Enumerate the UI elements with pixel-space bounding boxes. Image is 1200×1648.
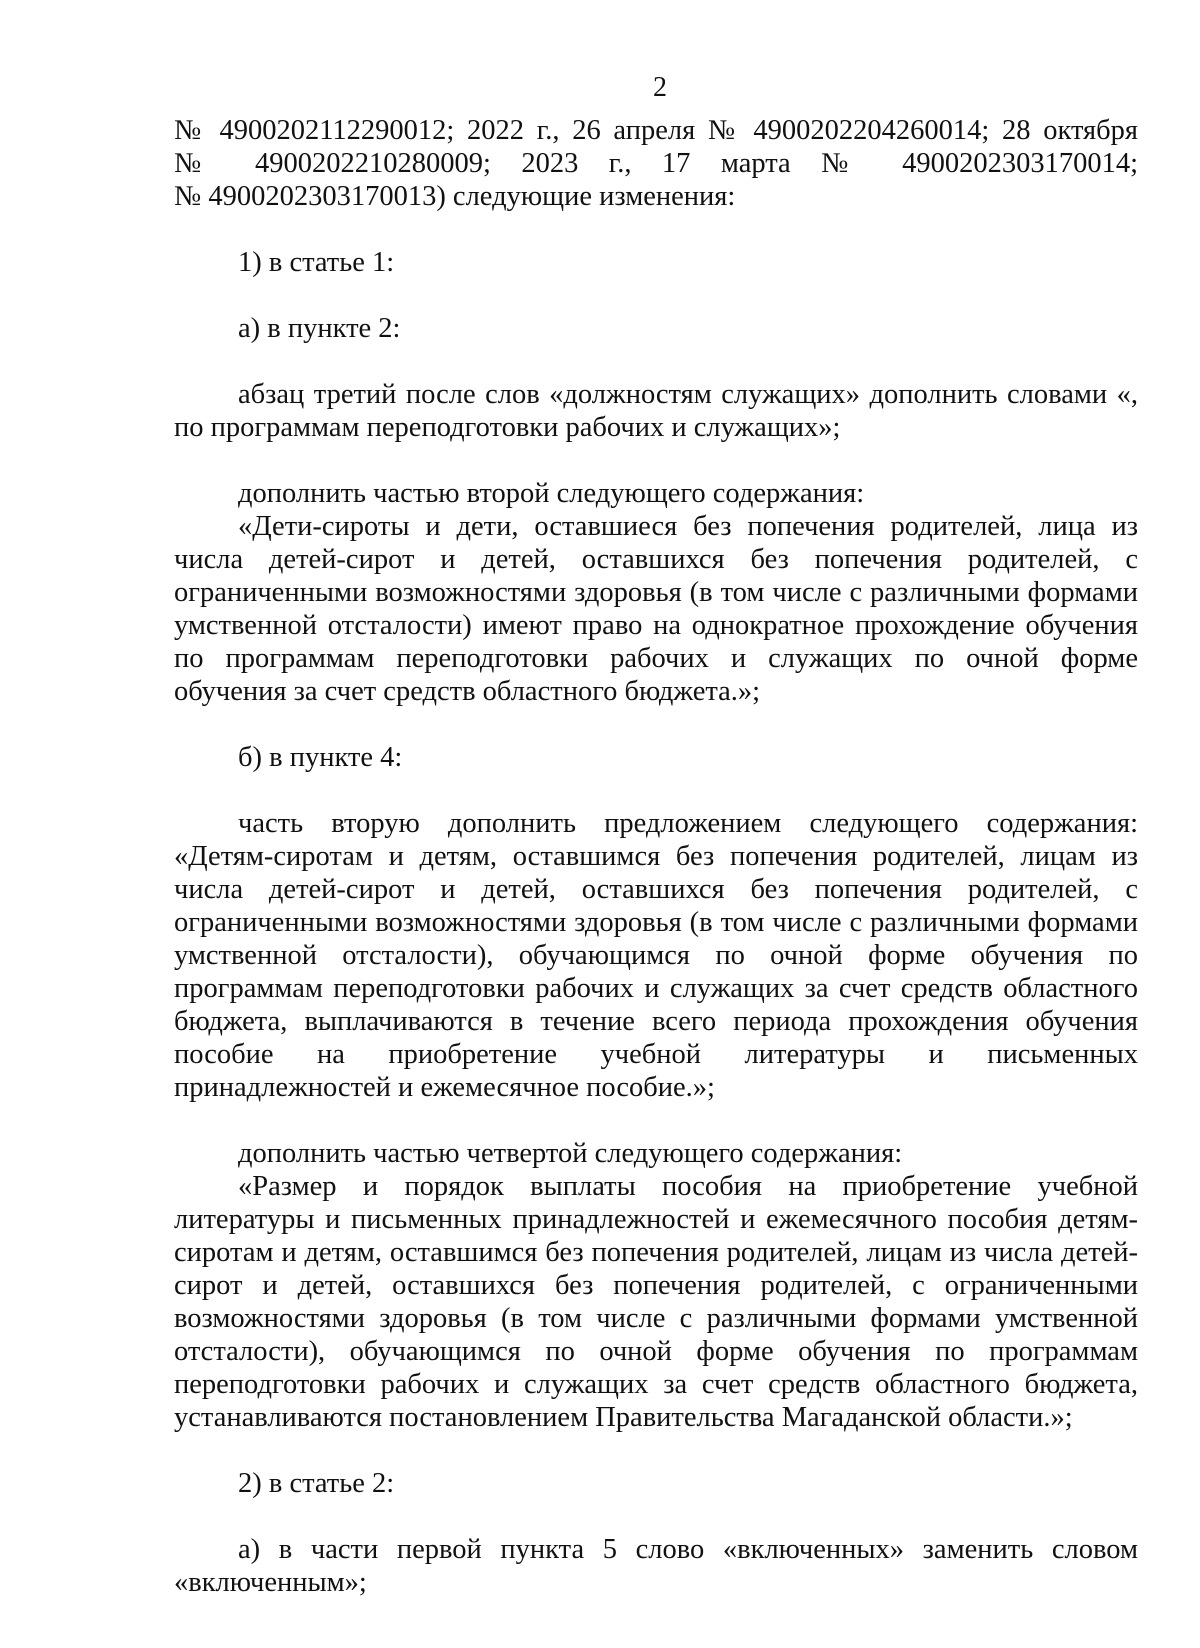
paragraph-item-5-amendment: а) в части первой пункта 5 слово «включенных» заменить словом «включенным»; bbox=[174, 1534, 1138, 1598]
paragraph-quote-part-two: «Дети-сироты и дети, оставшиеся без попечения родителей, лица из числа детей-сирот и детей, оставшихся без попечения родителей, с ограниченными возможностями здоровья (в том числе с различными формами умственной отсталости) имеют право на однократное прохождение обучения по программам переподготовки рабочих и служащих по очной форме обучения за счет средств областного бюджета.»; bbox=[174, 511, 1138, 707]
paragraph-article-1: 1) в статье 1: bbox=[238, 247, 395, 278]
paragraph-add-part-two: дополнить частью второй следующего содержания: bbox=[238, 478, 865, 509]
paragraph-registration-numbers bbox=[174, 114, 1138, 213]
text-line: № 4900202112290012; 2022 г., 26 апреля № 4900202204260014; 28 октября bbox=[174, 115, 1138, 146]
document-body bbox=[174, 114, 1138, 1599]
paragraph-quote-part-four: «Размер и порядок выплаты пособия на приобретение учебной литературы и письменных принадлежностей и ежемесячного пособия детям-сиротам и детям, оставшимся без попечения родителей, лицам из числа детей-сирот и детей, оставшихся без попечения родителей, с ограниченными возможностями здоровья (в том числе с различными формами умственной отсталости), обучающимся по очной форме обучения по программам переподготовки рабочих и служащих за счет средств областного бюджета, устанавливаются постановлением Правительства Магаданской области.»; bbox=[174, 1171, 1138, 1433]
paragraph-article-2: 2) в статье 2: bbox=[238, 1468, 395, 1499]
paragraph-add-part-four: дополнить частью четвертой следующего содержания: bbox=[238, 1138, 903, 1169]
paragraph-amendment-part-two: часть вторую дополнить предложением следующего содержания: «Детям-сиротам и детям, оставшимся без попечения родителей, лицам из числа детей-сирот и детей, оставшихся без попечения родителей, с ограниченными возможностями здоровья (в том числе с различными формами умственной отсталости), обучающимся по очной форме обучения по программам переподготовки рабочих и служащих за счет средств областного бюджета, выплачиваются в течение всего периода прохождения обучения пособие на приобретение учебной литературы и письменных принадлежностей и ежемесячное пособие.»; bbox=[174, 808, 1138, 1103]
text-line: № 4900202210280009; 2023 г., 17 марта № 4900202303170014; bbox=[174, 148, 1138, 179]
text-line: № 4900202303170013) следующие изменения: bbox=[174, 181, 736, 212]
paragraph-item-4: б) в пункте 4: bbox=[238, 742, 403, 773]
paragraph-item-2: а) в пункте 2: bbox=[238, 313, 401, 344]
page-number: 2 bbox=[653, 72, 667, 103]
paragraph-amendment-1: абзац третий после слов «должностям служащих» дополнить словами «, по программам переподготовки рабочих и служащих»; bbox=[174, 379, 1138, 443]
